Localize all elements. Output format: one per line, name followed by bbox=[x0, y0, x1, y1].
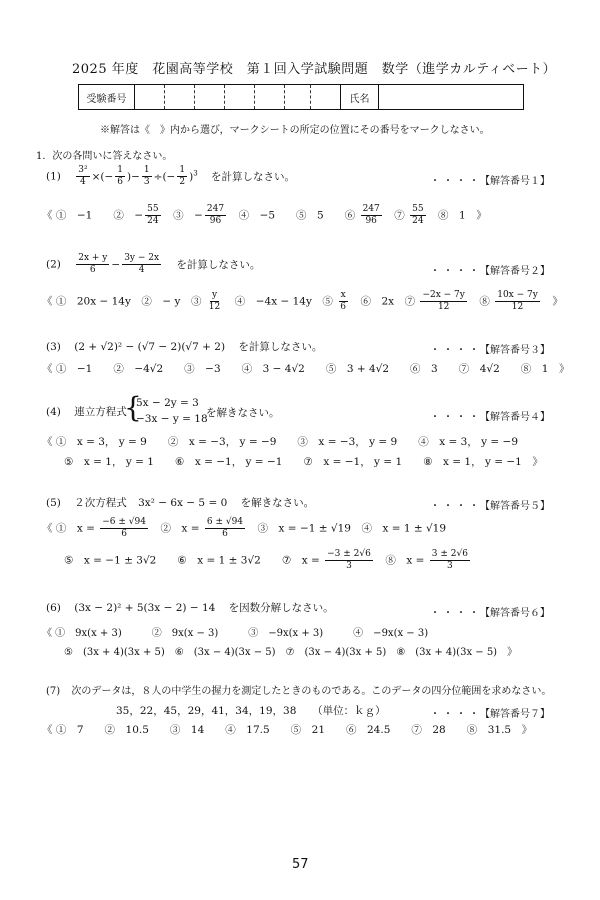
dot-leader: ・・・・ bbox=[430, 345, 482, 356]
exam-number-digit-cell bbox=[165, 85, 195, 109]
name-label: 氏名 bbox=[341, 85, 379, 109]
question-number: (2) bbox=[46, 258, 61, 271]
section-title: 1．次の各問いに答えなさい。 bbox=[36, 151, 173, 162]
answer-choices-5-row2: ⑤ x = −1 ± 3√2 ⑥ x = 1 ± 3√2 ⑦ x = $\frac{-3 \pm 2√6}{3}$ ⑧ x = $\frac{3 \pm 2√6}{3}$ bbox=[64, 549, 468, 571]
question-6 bbox=[46, 600, 334, 615]
exam-number-digit-cell bbox=[311, 85, 341, 109]
answer-choices-7: 《 ① 7 ② 10.5 ③ 14 ④ 17.5 ⑤ 21 ⑥ 24.5 ⑦ 28 ⑧ 31.5 》 bbox=[42, 724, 533, 736]
dot-leader: ・・・・ bbox=[430, 501, 482, 512]
question-instruction: を計算しなさい。 bbox=[176, 258, 261, 271]
dot-leader: ・・・・ bbox=[430, 709, 482, 720]
question-expression: (3x − 2)² + 5(3x − 2) − 14 bbox=[74, 602, 216, 614]
question-2: (2) $\frac{2x + y}{6}$ − $\frac{3y - 2x}{4}$ を計算しなさい。 bbox=[46, 253, 261, 275]
question-expression: 3x² − 6x − 5 = 0 bbox=[138, 497, 228, 509]
dot-leader: ・・・・ bbox=[430, 176, 482, 187]
exam-number-digit-cell bbox=[285, 85, 311, 109]
question-number: (5) bbox=[46, 497, 61, 509]
equation-1: 5x − 2y = 3 bbox=[136, 397, 199, 409]
answer-choices-6-row2: ⑤ (3x + 4)(3x + 5) ⑥ (3x − 4)(3x − 5) ⑦ (3x − 4)(3x + 5) ⑧ (3x + 4)(3x − 5) 》 bbox=[64, 647, 518, 658]
answer-number-tag: 【解答番号３】 bbox=[480, 345, 550, 356]
question-label: ２次方程式 bbox=[74, 497, 127, 509]
data-values: 35，22，45，29，41，34，19，38 （単位：ｋｇ） bbox=[116, 705, 386, 717]
exam-number-digit-cell bbox=[255, 85, 285, 109]
answer-choices-5-row1: 《 ① x = $\frac{-6 \pm √94}{6}$ ② x = $\frac{6 \pm √94}{6}$ ③ x = −1 ± √19 ④ x = 1 ± √19 bbox=[42, 517, 447, 539]
question-number: (7) bbox=[46, 686, 61, 697]
answer-choices-4-row1: 《 ① x = 3， y = 9 ② x = −3， y = −9 ③ x = −3， y = 9 ④ x = 3， y = −9 bbox=[42, 436, 519, 448]
answer-choices-3: 《 ① −1 ② −4√2 ③ −3 ④ 3 − 4√2 ⑤ 3 + 4√2 ⑥ 3 ⑦ 4√2 ⑧ 1 》 bbox=[42, 363, 570, 375]
answer-number-tag: 【解答番号１】 bbox=[480, 176, 550, 187]
question-expression: (2 + √2)² − (√7 − 2)(√7 + 2) bbox=[74, 341, 226, 353]
answer-choices-4-row2: ⑤ x = 1， y = 1 ⑥ x = −1， y = −1 ⑦ x = −1， y = 1 ⑧ x = 1， y = −1 》 bbox=[64, 456, 543, 468]
question-1: (1) $\frac{\text{3²}}{4}$ ×(− $\frac{1}{6}$ )− $\frac{1}{3}$ ÷(− $\frac{1}{2}$ )$^3$ を計算しなさい。 bbox=[46, 165, 295, 187]
exam-title: 2025 年度 花園高等学校 第１回入学試験問題 数学（進学カルティベート） bbox=[72, 62, 557, 77]
answer-number-tag: 【解答番号２】 bbox=[480, 266, 550, 277]
answer-choices-1: 《 ① −1 ② − $\frac{55}{24}$ ③ − $\frac{247}{96}$ ④ −5 ⑤ 5 ⑥ $\frac{247}{96}$ ⑦ $\frac{55}{24}$ ⑧ 1 》 bbox=[42, 204, 487, 226]
exam-number-digit-cell bbox=[135, 85, 165, 109]
question-4 bbox=[46, 404, 127, 419]
exam-number-label: 受験番号 bbox=[79, 85, 135, 109]
question-instruction: を計算しなさい。 bbox=[211, 170, 295, 183]
question-number: (3) bbox=[46, 341, 61, 353]
question-3 bbox=[46, 339, 322, 354]
exam-number-digit-cell bbox=[225, 85, 255, 109]
answer-number-tag: 【解答番号５】 bbox=[480, 501, 550, 512]
question-label: 連立方程式 bbox=[74, 406, 127, 418]
answer-number-tag: 【解答番号６】 bbox=[480, 608, 550, 619]
question-number: (4) bbox=[46, 406, 61, 418]
question-instruction: を解きなさい。 bbox=[240, 497, 315, 509]
equation-2: −3x − y = 18 bbox=[136, 413, 208, 425]
dot-leader: ・・・・ bbox=[430, 608, 482, 619]
question-number: (1) bbox=[46, 170, 61, 183]
answer-number-tag: 【解答番号４】 bbox=[480, 412, 550, 423]
question-instruction: 次のデータは，８人の中学生の握力を測定したときのものである。このデータの四分位範囲を求めなさい。 bbox=[71, 686, 552, 697]
exam-number-digit-cell bbox=[195, 85, 225, 109]
question-5 bbox=[46, 495, 314, 510]
system-brace: { bbox=[124, 391, 142, 424]
page-number: 57 bbox=[292, 857, 309, 872]
question-7 bbox=[46, 682, 551, 697]
dot-leader: ・・・・ bbox=[430, 412, 482, 423]
dot-leader: ・・・・ bbox=[430, 266, 482, 277]
instruction-note: ※解答は《 》内から選び，マークシートの所定の位置にその番号をマークしなさい。 bbox=[100, 125, 490, 136]
answer-choices-6-row1: 《 ① 9x(x + 3) ② 9x(x − 3) ③ −9x(x + 3) ④ −9x(x − 3) bbox=[42, 628, 429, 639]
question-instruction: を計算しなさい。 bbox=[238, 341, 323, 353]
question-number: (6) bbox=[46, 602, 61, 614]
answer-choices-2: 《 ① 20x − 14y ② − y ③ $\frac{y}{12}$ ④ −4x − 14y ⑤ $\frac{x}{6}$ ⑥ 2x ⑦ $\frac{-2x - 7y}{12}$ ⑧ $\frac{10x - 7y}{12}$ 》 bbox=[42, 290, 563, 312]
id-name-box bbox=[78, 84, 524, 110]
question-instruction: を因数分解しなさい。 bbox=[228, 602, 334, 614]
question-instruction: を解きなさい。 bbox=[206, 407, 280, 419]
answer-number-tag: 【解答番号７】 bbox=[480, 709, 550, 720]
